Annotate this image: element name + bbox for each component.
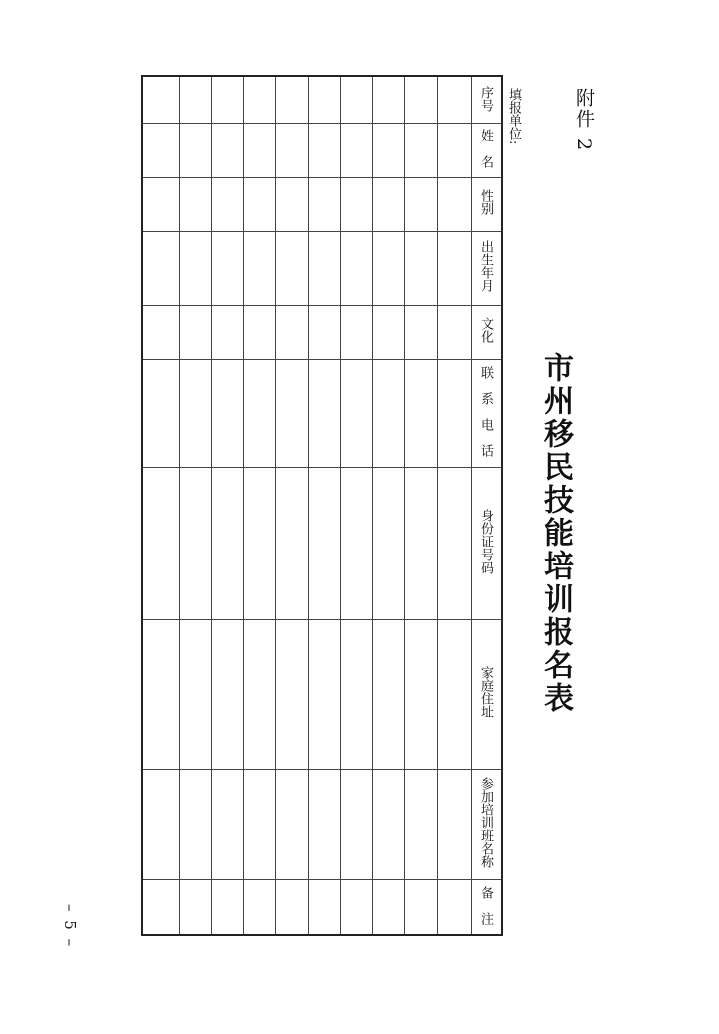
header-cell <box>470 303 501 357</box>
header-education: 文化 <box>478 317 493 343</box>
table-row[interactable] <box>179 77 211 934</box>
attachment-label: 附件 2 <box>573 88 595 153</box>
table-row[interactable] <box>308 77 340 934</box>
header-cell <box>470 767 501 877</box>
header-cell <box>470 357 501 465</box>
header-cell <box>470 465 501 617</box>
header-birth-date: 出生年月 <box>478 240 493 292</box>
form-title: 市州移民技能培训报名表 <box>538 352 573 715</box>
header-phone: 联 系 电 话 <box>478 365 493 457</box>
header-remarks: 备 注 <box>478 886 493 925</box>
header-cell <box>470 77 501 121</box>
page-number: – 5 – <box>61 904 79 949</box>
table-row[interactable] <box>437 77 471 934</box>
table-row[interactable] <box>143 77 179 934</box>
registration-table <box>141 75 503 936</box>
header-cell <box>470 175 501 229</box>
header-seq-no: 序号 <box>478 86 493 112</box>
table-row[interactable] <box>275 77 308 934</box>
header-cell <box>470 229 501 303</box>
table-row[interactable] <box>372 77 404 934</box>
header-cell <box>470 877 501 934</box>
header-home-address: 家庭住址 <box>478 666 493 718</box>
table-row[interactable] <box>243 77 275 934</box>
table-row[interactable] <box>404 77 437 934</box>
header-gender: 性别 <box>478 189 493 215</box>
table-row[interactable] <box>211 77 243 934</box>
filler-unit-label: 填报单位: <box>506 88 521 145</box>
header-name: 姓 名 <box>478 128 493 168</box>
header-training-class: 参加培训班名称 <box>478 776 493 868</box>
header-cell <box>470 121 501 175</box>
table-row[interactable] <box>340 77 372 934</box>
header-id-number: 身份证号码 <box>478 508 493 574</box>
header-cell <box>470 617 501 767</box>
